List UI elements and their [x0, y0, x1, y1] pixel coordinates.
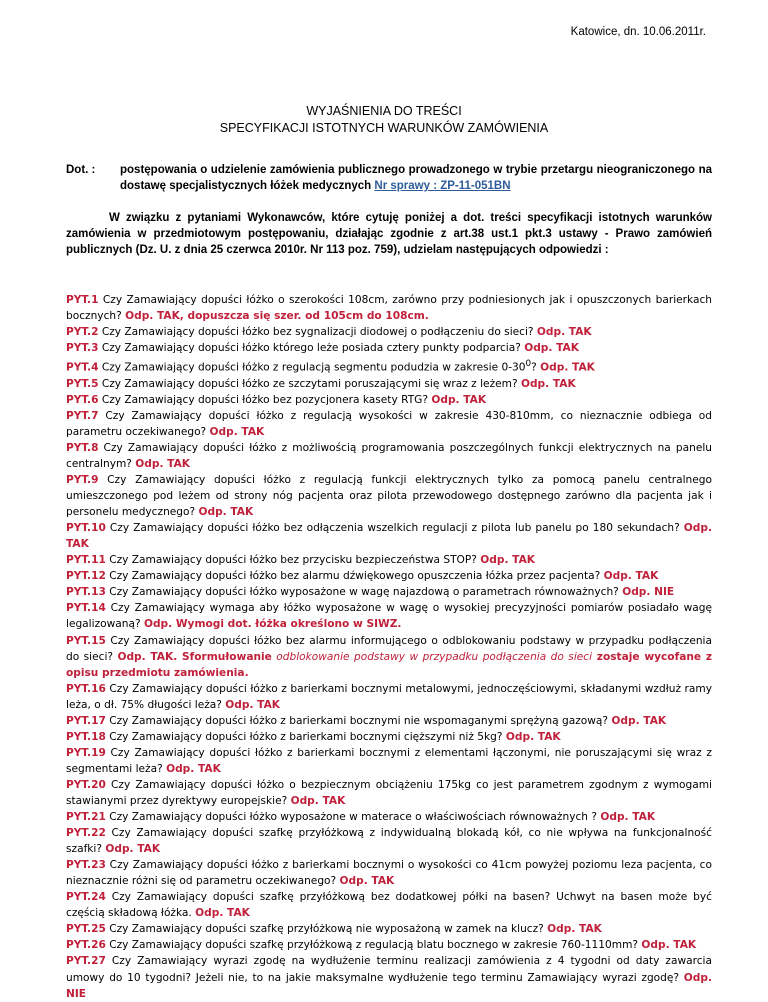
question-text: Czy Zamawiający dopuści łóżko bez alarmu informującego o odblokowaniu podstawy w przypadku podłączenia do sieci? — [66, 634, 712, 663]
subject-text — [120, 162, 712, 194]
question-text: Czy Zamawiający dopuści łóżko bez pozycjonera kasety RTG? — [98, 393, 432, 406]
question-number: PYT.15 — [66, 634, 106, 647]
question-text: Czy Zamawiający dopuści łóżko którego leże posiada cztery punkty podparcia? — [98, 342, 525, 355]
question-text: Czy Zamawiający dopuści łóżko o szerokości 108cm, zarówno przy podniesionych jak i opuszczonych barierkach bocznych? — [66, 294, 712, 323]
question-number: PYT.27 — [66, 955, 106, 968]
question-text: Czy Zamawiający dopuści łóżko z barierkami bocznymi metalowymi, jednoczęściowymi, składanymi wzdłuż ramy leża, o dł. 75% długości leża? — [66, 682, 712, 711]
answer-text: Odp. TAK — [195, 907, 250, 920]
question-text: Czy Zamawiający dopuści łóżko wyposażone w wagę najazdową o parametrach równoważnych? — [105, 586, 623, 599]
question-item — [66, 713, 712, 729]
question-item — [66, 777, 712, 809]
question-text: Czy Zamawiający dopuści łóżko ze szczytami poruszającymi się wraz z leżem? — [98, 377, 521, 390]
answer-text: Odp. TAK, dopuszcza się szer. od 105cm do 108cm. — [125, 310, 429, 323]
intro-paragraph: W związku z pytaniami Wykonawców, które cytuję poniżej a dot. treści specyfikacji istotnych warunków zamówienia w przedmiotowym postępowaniu, działając zgodnie z art.38 ust.1 pkt.3 ustawy - Prawo zamówień publicznych (Dz. U. z dnia 25 czerwca 2010r. Nr 113 poz. 759), udzielam następujących odpowiedzi : — [66, 212, 712, 257]
subject-block — [66, 162, 712, 194]
question-item — [66, 921, 712, 937]
question-number: PYT.3 — [66, 342, 99, 355]
question-item — [66, 408, 712, 440]
answer-text: Odp. TAK — [547, 923, 602, 936]
question-item — [66, 809, 712, 825]
question-item — [66, 889, 712, 921]
question-number: PYT.9 — [66, 474, 99, 487]
question-number: PYT.7 — [66, 409, 99, 422]
answer-text-cont: zostaje wycofane z opisu przedmiotu zamówienia. — [66, 650, 712, 679]
title-line-1: WYJAŚNIENIA DO TREŚCI — [306, 104, 462, 118]
answer-text: Odp. TAK — [290, 794, 346, 807]
answer-text: Odp. TAK — [198, 506, 254, 519]
question-number: PYT.6 — [66, 393, 99, 406]
question-text: Czy Zamawiający dopuści łóżko z barierkami bocznymi z elementami łączonymi, nie poruszającymi się wraz z segmentami leża? — [66, 746, 712, 775]
question-text: Czy Zamawiający dopuści łóżko z regulacją wysokości w zakresie 430-810mm, co nieznacznie odbiega od parametru oczekiwanego? — [66, 409, 712, 438]
question-text: Czy Zamawiający dopuści łóżko z możliwością programowania poszczególnych funkcji elektrycznych na panelu centralnym? — [66, 441, 712, 470]
subject-label: Dot. : — [66, 164, 96, 176]
question-text: Czy Zamawiający dopuści łóżko z regulacją funkcji elektrycznych tylko za pomocą panelu centralnego umieszczonego pod leżem od strony nóg pacjenta oraz pilota przewodowego dostępnego zarówno dla pacjenta jak i personelu medycznego? — [66, 474, 712, 519]
question-item — [66, 568, 712, 584]
question-number: PYT.2 — [66, 326, 99, 339]
question-number: PYT.18 — [66, 730, 106, 743]
answer-text: Odp. TAK — [540, 361, 595, 374]
question-text: Czy Zamawiający dopuści łóżko z regulacją segmentu podudzia w zakresie 0-30 — [98, 361, 526, 374]
question-text: Czy Zamawiający dopuści łóżko bez odłączenia wszelkich regulacji z pilota lub panelu po 180 sekundach? — [105, 522, 684, 535]
question-number: PYT.26 — [66, 939, 106, 952]
question-item — [66, 584, 712, 600]
answer-text: Odp. TAK — [520, 377, 576, 390]
question-number: PYT.17 — [66, 714, 106, 727]
question-number: PYT.20 — [66, 778, 106, 791]
question-item — [66, 681, 712, 713]
question-item — [66, 825, 712, 857]
answer-text: Odp. TAK — [105, 843, 161, 856]
answer-text: Odp. TAK — [166, 762, 221, 775]
answer-text: Odp. TAK — [536, 326, 592, 339]
question-number: PYT.14 — [66, 602, 106, 615]
case-reference-link[interactable]: Nr sprawy : ZP-11-051BN — [374, 180, 511, 192]
answer-text: Odp. TAK — [339, 875, 395, 888]
title-line-2: SPECYFIKACJI ISTOTNYCH WARUNKÓW ZAMÓWIENIA — [219, 121, 549, 135]
answer-text: Odp. TAK — [66, 522, 712, 551]
question-item — [66, 356, 712, 376]
answer-text: Odp. TAK — [641, 939, 697, 952]
question-number: PYT.24 — [66, 891, 106, 904]
question-text: Czy Zamawiający dopuści łóżko bez sygnalizacji diodowej o podłączeniu do sieci? — [98, 326, 537, 339]
question-item — [66, 472, 712, 520]
question-text: Czy Zamawiający dopuści łóżko z barierkami bocznymi cięższymi niż 5kg? — [105, 730, 506, 743]
answer-text: Odp. Wymogi dot. łóżka określono w SIWZ. — [143, 618, 402, 631]
questions-list — [66, 292, 712, 1002]
document-title — [0, 103, 768, 137]
document-date: Katowice, dn. 10.06.2011r. — [570, 26, 706, 38]
answer-text: Odp. TAK — [209, 425, 265, 438]
question-item — [66, 324, 712, 340]
question-text: Czy Zamawiający dopuści łóżko z barierkami bocznymi nie wspomaganymi sprężyną gazową? — [105, 714, 612, 727]
question-number: PYT.21 — [66, 811, 106, 824]
question-text: Czy Zamawiający dopuści szafkę przyłóżkową z regulacją blatu bocznego w zakresie 760-1110mm? — [105, 939, 642, 952]
question-text: Czy Zamawiający dopuści szafkę przyłóżkową nie wyposażoną w zamek na klucz? — [105, 923, 548, 936]
question-text: Czy Zamawiający dopuści szafkę przyłóżkową z indywidualną blokadą kół, co nie wpływa na funkcjonalność szafki? — [66, 827, 712, 856]
answer-text: Odp. TAK — [600, 811, 656, 824]
question-item — [66, 633, 712, 681]
question-item — [66, 857, 712, 889]
question-text-cont: ? — [531, 361, 541, 374]
question-number: PYT.22 — [66, 827, 106, 840]
question-number: PYT.5 — [66, 377, 99, 390]
question-text: Czy Zamawiający dopuści łóżko bez alarmu dźwiękowego opuszczenia łóżka przez pacjenta? — [105, 570, 604, 583]
answer-text: Odp. TAK — [524, 342, 579, 355]
answer-text: Odp. TAK — [431, 393, 487, 406]
question-item — [66, 376, 712, 392]
question-superscript: 0 — [525, 359, 532, 370]
question-number: PYT.12 — [66, 570, 106, 583]
question-item — [66, 392, 712, 408]
question-text: Czy Zamawiający dopuści łóżko o bezpiecznym obciążeniu 175kg co jest parametrem zgodnym z wymogami stawianymi przez dyrektywy europejskie? — [66, 778, 712, 807]
question-number: PYT.10 — [66, 522, 106, 535]
question-number: PYT.16 — [66, 682, 106, 695]
answer-text: Odp. TAK — [505, 730, 561, 743]
question-item — [66, 520, 712, 552]
question-number: PYT.23 — [66, 859, 106, 872]
question-number: PYT.13 — [66, 586, 106, 599]
question-text: Czy Zamawiający dopuści łóżko wyposażone w materace o właściwościach równoważnych ? — [105, 811, 601, 824]
question-item — [66, 745, 712, 777]
question-item — [66, 600, 712, 632]
question-number: PYT.1 — [66, 294, 99, 306]
question-text: Czy Zamawiający dopuści łóżko z barierkami bocznymi o wysokości co 41cm powyżej poziomu leza pacjenta, co nieznacznie różni się od parametru oczekiwanego? — [66, 859, 712, 888]
answer-text: Odp. TAK — [225, 698, 280, 711]
question-item — [66, 340, 712, 356]
answer-text: Odp. TAK — [480, 554, 535, 567]
question-text: Czy Zamawiający dopuści łóżko bez przycisku bezpieczeństwa STOP? — [105, 554, 481, 567]
answer-text: Odp. TAK. Sformułowanie — [117, 650, 272, 663]
question-number: PYT.25 — [66, 923, 106, 936]
question-item — [66, 292, 712, 324]
answer-text: Odp. TAK — [603, 570, 659, 583]
answer-text: Odp. TAK — [135, 458, 190, 470]
question-item — [66, 440, 712, 472]
question-text: Czy Zamawiający wyrazi zgodę na wydłużenie terminu realizacji zamówienia z 4 tygodni od daty zawarcia umowy do 10 tygodni? Jeżeli nie, to na jakie maksymalne wydłużenie tego terminu Zamawiający wyrazi zgodę? — [66, 955, 712, 984]
answer-text: Odp. NIE — [622, 586, 675, 599]
answer-text: Odp. NIE — [66, 971, 712, 1000]
answer-text: Odp. TAK — [611, 714, 667, 727]
question-item — [66, 937, 712, 953]
question-item — [66, 552, 712, 568]
question-number: PYT.19 — [66, 746, 106, 759]
question-item — [66, 729, 712, 745]
question-text: Czy Zamawiający wymaga aby łóżko wyposażone w wagę o wysokiej precyzyjności pomiarów posiadało wagę legalizowaną? — [66, 602, 712, 631]
answer-italic-text: odblokowanie podstawy w przypadku podłączenia do sieci — [271, 650, 593, 663]
question-text: Czy Zamawiający dopuści szafkę przyłóżkową bez dodatkowej półki na basen? Uchwyt na basen może być częścią składową łóżka. — [66, 891, 712, 920]
question-item — [66, 953, 712, 1001]
subject-body: postępowania o udzielenie zamówienia publicznego prowadzonego w trybie przetargu nieograniczonego na dostawę specjalistycznych łóżek medycznych — [120, 164, 712, 192]
question-number: PYT.8 — [66, 441, 99, 454]
question-number: PYT.11 — [66, 554, 106, 567]
question-number: PYT.4 — [66, 361, 99, 374]
